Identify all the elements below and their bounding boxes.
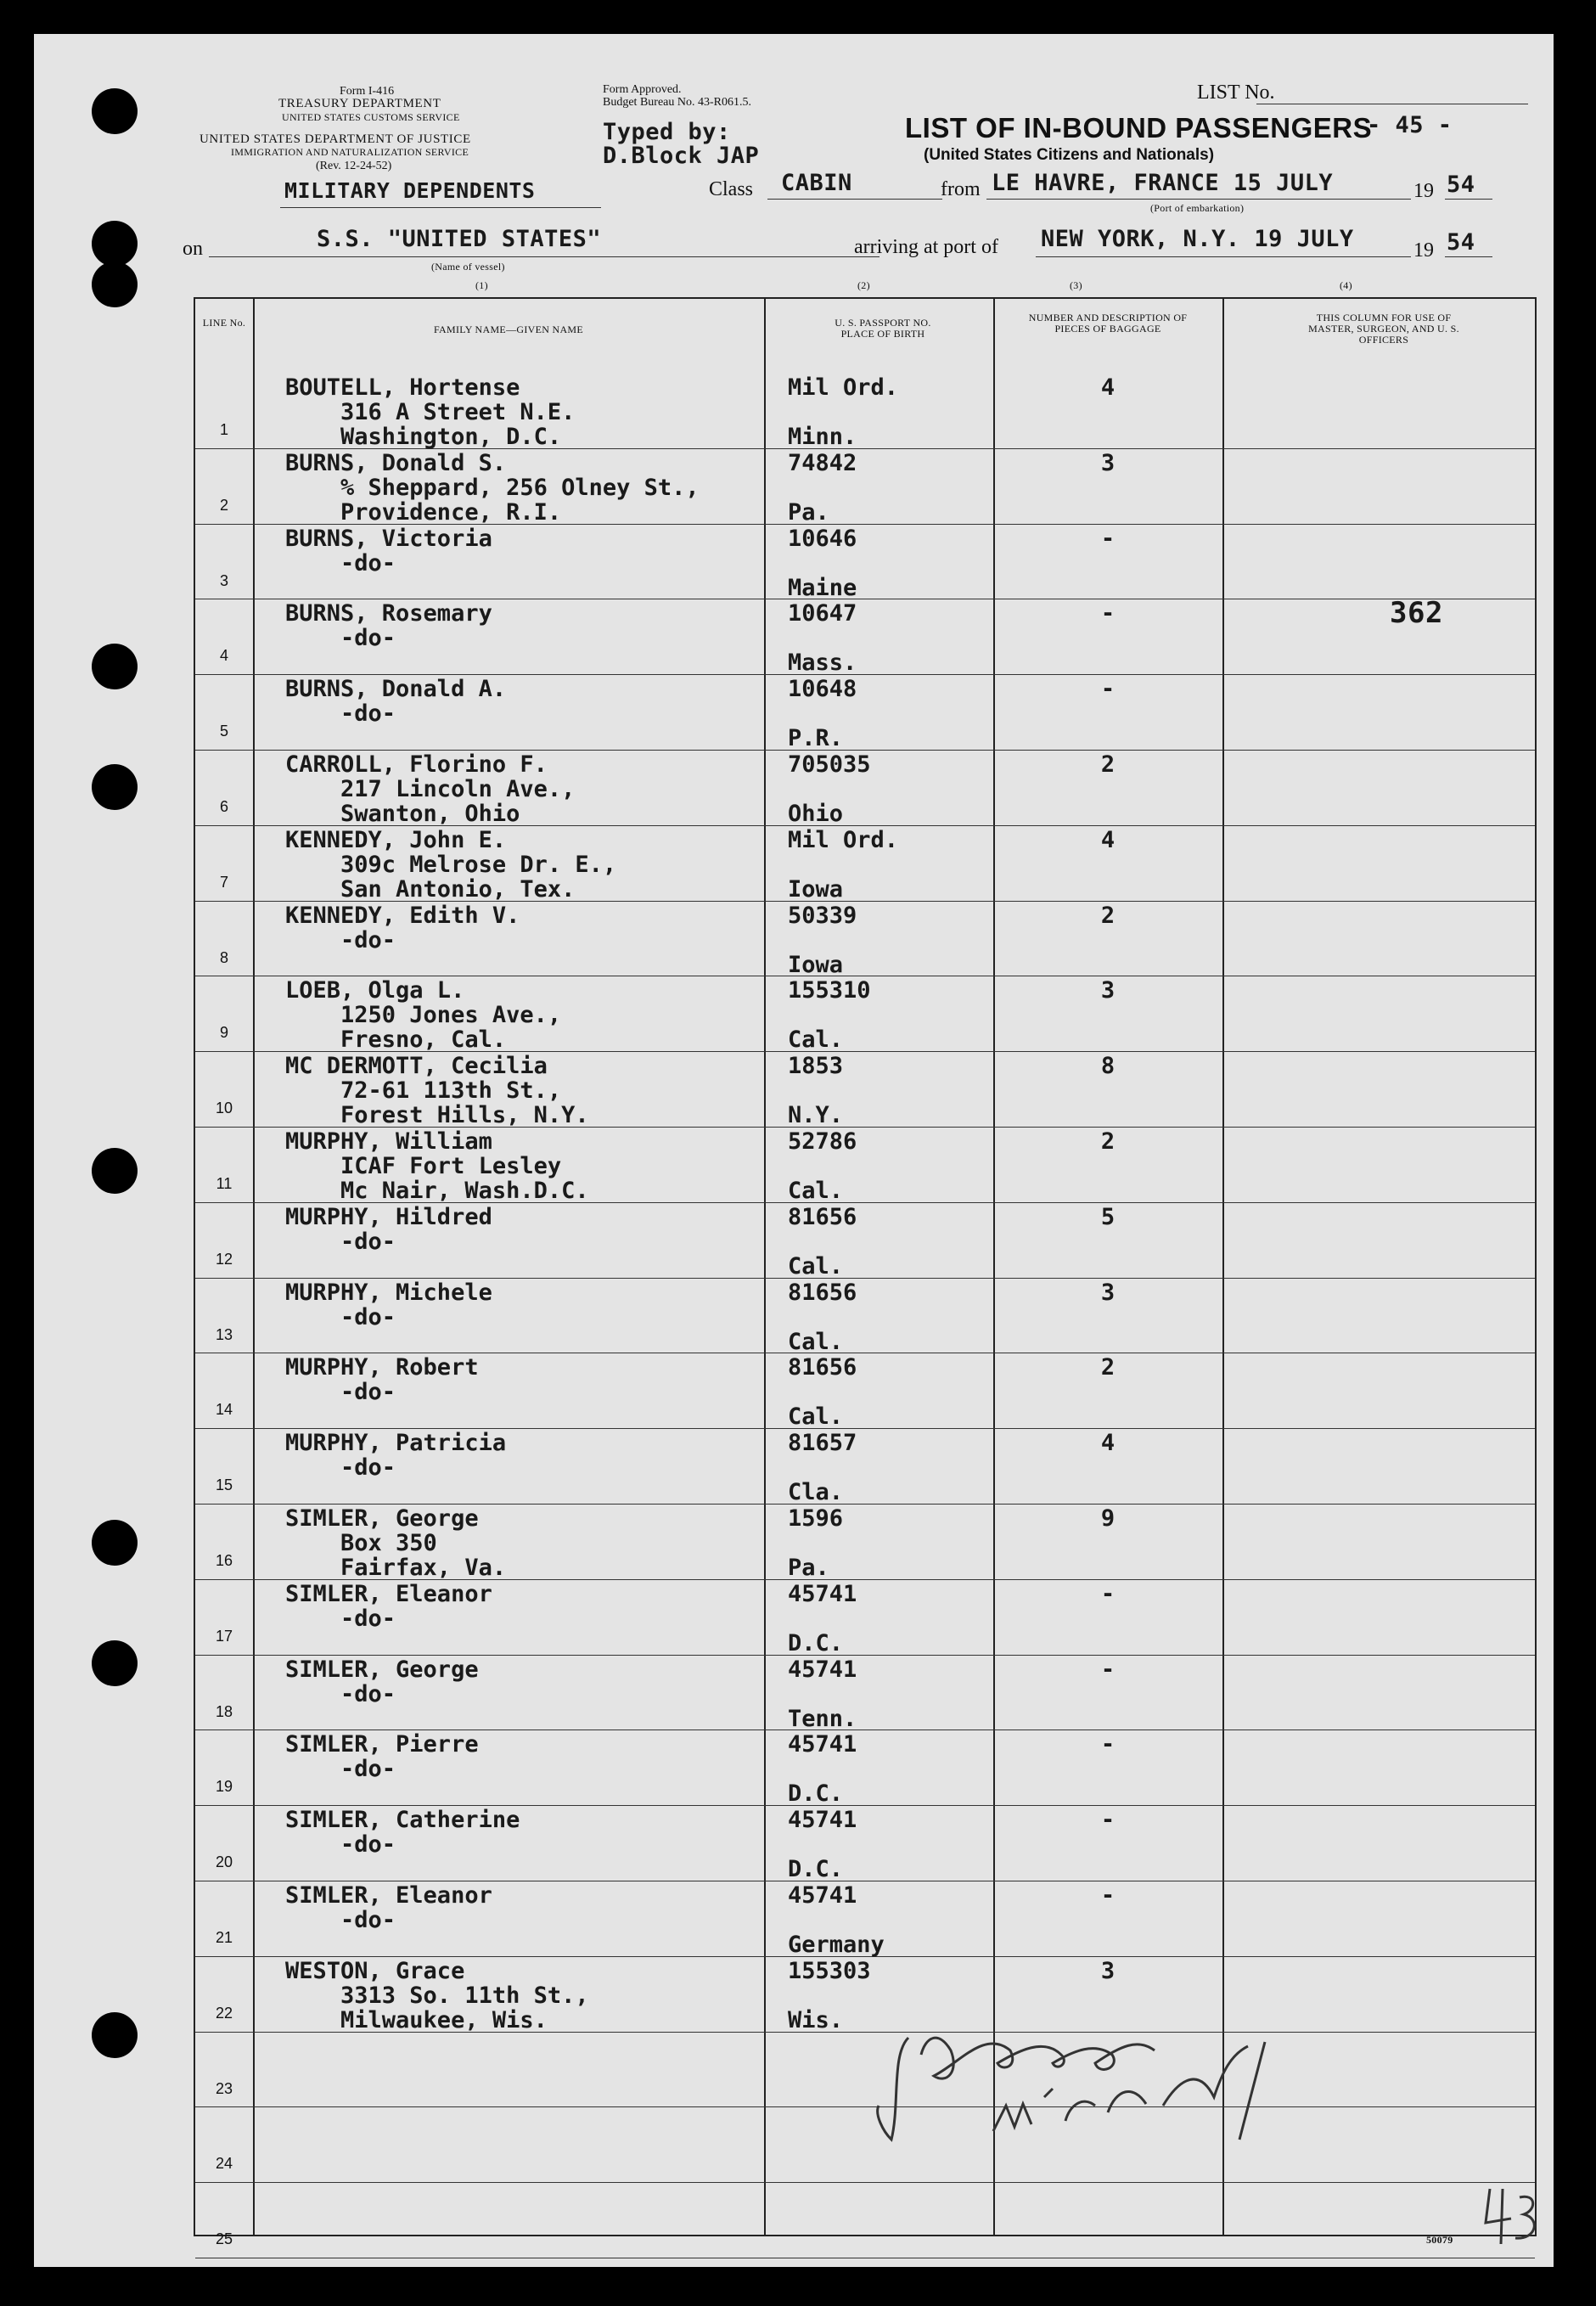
place-of-birth: D.C. — [788, 1780, 844, 1808]
revision-date: (Rev. 12-24-52) — [316, 160, 392, 172]
baggage-count: 4 — [1100, 826, 1116, 853]
place-of-birth: Germany — [788, 1932, 885, 1958]
class-value: CABIN — [781, 170, 852, 196]
form-approved: Form Approved. — [603, 83, 682, 96]
passenger-name: BOUTELL, Hortense — [285, 374, 520, 401]
baggage-count: - — [1100, 1731, 1116, 1758]
passenger-address-line1: -do- — [285, 1228, 396, 1255]
baggage-count: 3 — [1100, 1957, 1116, 1984]
column-header-passport: U. S. PASSPORT NO. PLACE OF BIRTH — [835, 317, 931, 340]
from-label: from — [941, 178, 981, 200]
column-number-3: (3) — [1070, 279, 1082, 291]
column-header-line: LINE No. — [202, 317, 246, 329]
passenger-name: SIMLER, Pierre — [285, 1731, 479, 1758]
row-number: 10 — [215, 1100, 233, 1117]
punch-hole — [92, 1640, 138, 1686]
row-number: 6 — [219, 798, 228, 815]
arrival-year-prefix: 19 — [1413, 239, 1434, 262]
passenger-address-line1: -do- — [285, 1379, 396, 1406]
row-number: 15 — [215, 1476, 233, 1494]
form-number: Form I-416 — [340, 85, 395, 98]
baggage-count: 5 — [1100, 1203, 1116, 1230]
row-number: 12 — [215, 1250, 233, 1268]
passenger-address-line1: -do- — [285, 549, 396, 576]
baggage-count: 8 — [1100, 1053, 1116, 1080]
passenger-name: BURNS, Donald S. — [285, 449, 507, 476]
row-number: 4 — [219, 647, 228, 665]
list-no-label: LIST No. — [1197, 82, 1275, 104]
passenger-address-line2: Fairfax, Va. — [285, 1555, 507, 1581]
row-number: 24 — [215, 2155, 233, 2173]
place-of-birth: N.Y. — [788, 1102, 844, 1129]
list-number: - 45 - — [1367, 112, 1453, 138]
passenger-address-line1: -do- — [285, 1303, 396, 1330]
budget-bureau: Budget Bureau No. 43-R061.5. — [603, 96, 751, 109]
arriving-label: arriving at port of — [854, 236, 998, 258]
passenger-name: LOEB, Olga L. — [285, 977, 465, 1004]
place-of-birth: Wis. — [788, 2006, 844, 2033]
passenger-address-line1: 72-61 113th St., — [285, 1077, 562, 1105]
passenger-name: MC DERMOTT, Cecilia — [285, 1053, 548, 1080]
place-of-birth: Cla. — [788, 1479, 844, 1506]
list-title: LIST OF IN-BOUND PASSENGERS — [905, 112, 1373, 143]
class-label: Class — [709, 178, 754, 200]
passenger-address-line1: -do- — [285, 1907, 396, 1933]
passenger-address-line1: 3313 So. 11th St., — [285, 1982, 589, 2009]
passenger-name: SIMLER, George — [285, 1656, 479, 1683]
row-number: 18 — [215, 1702, 233, 1720]
list-subtitle: (United States Citizens and Nationals) — [924, 146, 1215, 164]
passenger-name: MURPHY, Hildred — [285, 1203, 492, 1230]
place-of-birth: Cal. — [788, 1328, 844, 1355]
row-number: 3 — [219, 571, 228, 589]
row-number: 16 — [215, 1552, 233, 1569]
passenger-address-line2: San Antonio, Tex. — [285, 875, 576, 903]
passport-number: 155303 — [788, 1957, 871, 1984]
punch-hole — [92, 644, 138, 689]
form-code: 50079 — [1426, 2234, 1453, 2246]
passport-number: 45741 — [788, 1731, 857, 1758]
passenger-address-line1: -do- — [285, 1605, 396, 1632]
row-divider — [195, 674, 1535, 675]
passenger-address-line2: Providence, R.I. — [285, 498, 562, 526]
passenger-name: MURPHY, Robert — [285, 1354, 479, 1381]
passenger-name: KENNEDY, Edith V. — [285, 902, 520, 929]
place-of-birth: Pa. — [788, 498, 829, 526]
passport-number: 1596 — [788, 1505, 844, 1532]
typed-by-value: D.Block JAP — [603, 143, 760, 169]
passport-number: 81657 — [788, 1430, 857, 1457]
passenger-address-line1: -do- — [285, 700, 396, 728]
baggage-count: 2 — [1100, 1128, 1116, 1155]
row-number: 1 — [219, 421, 228, 438]
place-of-birth: Pa. — [788, 1555, 829, 1581]
on-label: on — [183, 238, 203, 260]
passenger-address-line2: Swanton, Ohio — [285, 801, 520, 827]
row-number: 14 — [215, 1401, 233, 1419]
from-value: LE HAVRE, FRANCE 15 JULY — [992, 170, 1334, 196]
column-number-2: (2) — [857, 279, 870, 291]
customs-service: UNITED STATES CUSTOMS SERVICE — [282, 111, 460, 123]
passenger-address-line1: 217 Lincoln Ave., — [285, 776, 576, 802]
passport-number: 10646 — [788, 525, 857, 552]
baggage-count: - — [1100, 1656, 1116, 1683]
port-embark-caption: (Port of embarkation) — [1150, 202, 1245, 214]
passport-number: 10647 — [788, 600, 857, 627]
passenger-address-line1: -do- — [285, 1831, 396, 1859]
passenger-address-line1: -do- — [285, 926, 396, 953]
typed-by-label: Typed by: — [603, 119, 731, 145]
passenger-address-line1: % Sheppard, 256 Olney St., — [285, 474, 700, 501]
place-of-birth: Cal. — [788, 1252, 844, 1280]
column-number-1: (1) — [475, 279, 488, 291]
treasury-department: TREASURY DEPARTMENT — [278, 97, 441, 110]
passenger-name: SIMLER, Catherine — [285, 1807, 520, 1834]
column-header-baggage: NUMBER AND DESCRIPTION OF PIECES OF BAGGAGE — [1028, 312, 1188, 335]
passenger-name: KENNEDY, John E. — [285, 826, 507, 853]
passenger-name: BURNS, Victoria — [285, 525, 492, 552]
arrival-port: NEW YORK, N.Y. 19 JULY — [1041, 226, 1354, 252]
column-header-official: THIS COLUMN FOR USE OF MASTER, SURGEON, AND U. S. OFFICERS — [1308, 312, 1459, 346]
passport-number: Mil Ord. — [788, 826, 899, 853]
baggage-count: - — [1100, 1807, 1116, 1834]
row-divider — [195, 1504, 1535, 1505]
passport-number: 81656 — [788, 1279, 857, 1306]
vessel-name: S.S. "UNITED STATES" — [317, 226, 602, 252]
passenger-name: SIMLER, George — [285, 1505, 479, 1532]
row-number: 9 — [219, 1024, 228, 1042]
passport-number: 74842 — [788, 449, 857, 476]
passenger-name: MURPHY, William — [285, 1128, 492, 1155]
place-of-birth: P.R. — [788, 725, 844, 752]
baggage-count: 9 — [1100, 1505, 1116, 1532]
baggage-count: - — [1100, 1882, 1116, 1909]
passenger-name: WESTON, Grace — [285, 1957, 465, 1984]
category-label: MILITARY DEPENDENTS — [284, 178, 536, 203]
place-of-birth: Maine — [788, 574, 857, 601]
from-year: 54 — [1447, 172, 1475, 198]
place-of-birth: Cal. — [788, 1026, 844, 1054]
passenger-name: MURPHY, Michele — [285, 1279, 492, 1306]
passport-number: 81656 — [788, 1203, 857, 1230]
passenger-address-line1: -do- — [285, 1680, 396, 1707]
stamp-number: 362 — [1390, 596, 1443, 630]
row-divider — [195, 1428, 1535, 1429]
baggage-count: 2 — [1100, 751, 1116, 778]
inspector-signature — [840, 2004, 1435, 2148]
passport-number: 1853 — [788, 1053, 844, 1080]
baggage-count: 3 — [1100, 449, 1116, 476]
passenger-address-line1: 309c Melrose Dr. E., — [285, 851, 617, 878]
row-number: 8 — [219, 948, 228, 966]
passenger-name: CARROLL, Florino F. — [285, 751, 548, 778]
passenger-name: MURPHY, Patricia — [285, 1430, 507, 1457]
punch-hole — [92, 88, 138, 134]
row-number: 25 — [215, 2230, 233, 2248]
baggage-count: 3 — [1100, 1279, 1116, 1306]
row-number: 19 — [215, 1778, 233, 1796]
row-number: 23 — [215, 2079, 233, 2097]
row-number: 17 — [215, 1627, 233, 1645]
row-number: 21 — [215, 1929, 233, 1946]
row-divider — [195, 2182, 1535, 2183]
punch-hole — [92, 262, 138, 307]
passenger-address-line1: 316 A Street N.E. — [285, 399, 576, 425]
place-of-birth: Iowa — [788, 875, 844, 903]
place-of-birth: D.C. — [788, 1856, 844, 1883]
row-number: 2 — [219, 496, 228, 514]
baggage-count: - — [1100, 600, 1116, 627]
row-divider — [195, 750, 1535, 751]
place-of-birth: Minn. — [788, 424, 857, 450]
passport-number: 45741 — [788, 1656, 857, 1683]
row-number: 11 — [216, 1175, 233, 1192]
place-of-birth: Iowa — [788, 951, 844, 978]
justice-department: UNITED STATES DEPARTMENT OF JUSTICE — [200, 132, 471, 146]
punch-hole — [92, 764, 138, 810]
punch-hole — [92, 2012, 138, 2058]
baggage-count: 4 — [1100, 374, 1116, 401]
place-of-birth: D.C. — [788, 1629, 844, 1656]
passenger-address-line1: ICAF Fort Lesley — [285, 1153, 562, 1179]
passport-number: 45741 — [788, 1580, 857, 1607]
passport-number: 45741 — [788, 1882, 857, 1909]
place-of-birth: Tenn. — [788, 1705, 857, 1732]
passenger-address-line1: Box 350 — [285, 1530, 437, 1556]
passenger-address-line1: -do- — [285, 625, 396, 652]
place-of-birth: Mass. — [788, 650, 857, 677]
punch-hole — [92, 1520, 138, 1566]
column-header-name: FAMILY NAME—GIVEN NAME — [433, 323, 584, 335]
handwritten-page-number — [1477, 2172, 1545, 2248]
column-number-4: (4) — [1340, 279, 1352, 291]
passenger-name: SIMLER, Eleanor — [285, 1882, 492, 1909]
place-of-birth: Ohio — [788, 801, 844, 827]
passenger-name: BURNS, Donald A. — [285, 676, 507, 703]
passenger-address-line1: -do- — [285, 1454, 396, 1482]
passenger-address-line2: Forest Hills, N.Y. — [285, 1102, 589, 1129]
baggage-count: - — [1100, 1580, 1116, 1607]
row-number: 13 — [215, 1325, 233, 1343]
punch-hole — [92, 221, 138, 267]
punch-hole — [92, 1148, 138, 1194]
passenger-address-line2: Mc Nair, Wash.D.C. — [285, 1178, 589, 1204]
passenger-address-line1: 1250 Jones Ave., — [285, 1002, 562, 1029]
passenger-address-line1: -do- — [285, 1756, 396, 1783]
passport-number: 45741 — [788, 1807, 857, 1834]
row-number: 5 — [219, 723, 228, 740]
baggage-count: 4 — [1100, 1430, 1116, 1457]
row-number: 7 — [219, 873, 228, 891]
passenger-address-line2: Milwaukee, Wis. — [285, 2006, 548, 2033]
place-of-birth: Cal. — [788, 1178, 844, 1204]
passport-number: 10648 — [788, 676, 857, 703]
place-of-birth: Cal. — [788, 1403, 844, 1431]
passenger-name: BURNS, Rosemary — [285, 600, 492, 627]
baggage-count: - — [1100, 525, 1116, 552]
from-year-prefix: 19 — [1413, 180, 1434, 202]
row-number: 20 — [215, 1853, 233, 1871]
baggage-count: - — [1100, 676, 1116, 703]
passenger-address-line2: Washington, D.C. — [285, 424, 562, 450]
row-divider — [195, 1655, 1535, 1656]
passport-number: 705035 — [788, 751, 871, 778]
row-number: 22 — [215, 2004, 233, 2022]
baggage-count: 2 — [1100, 1354, 1116, 1381]
passport-number: Mil Ord. — [788, 374, 899, 401]
vessel-caption: (Name of vessel) — [431, 261, 505, 273]
arrival-year: 54 — [1447, 229, 1475, 256]
row-divider — [195, 1278, 1535, 1279]
immigration-service: IMMIGRATION AND NATURALIZATION SERVICE — [231, 146, 469, 158]
baggage-count: 2 — [1100, 902, 1116, 929]
row-divider — [195, 1805, 1535, 1806]
passport-number: 50339 — [788, 902, 857, 929]
manifest-page — [34, 34, 1554, 2267]
passport-number: 155310 — [788, 977, 871, 1004]
baggage-count: 3 — [1100, 977, 1116, 1004]
passenger-address-line2: Fresno, Cal. — [285, 1026, 507, 1054]
passenger-name: SIMLER, Eleanor — [285, 1580, 492, 1607]
passport-number: 52786 — [788, 1128, 857, 1155]
passport-number: 81656 — [788, 1354, 857, 1381]
